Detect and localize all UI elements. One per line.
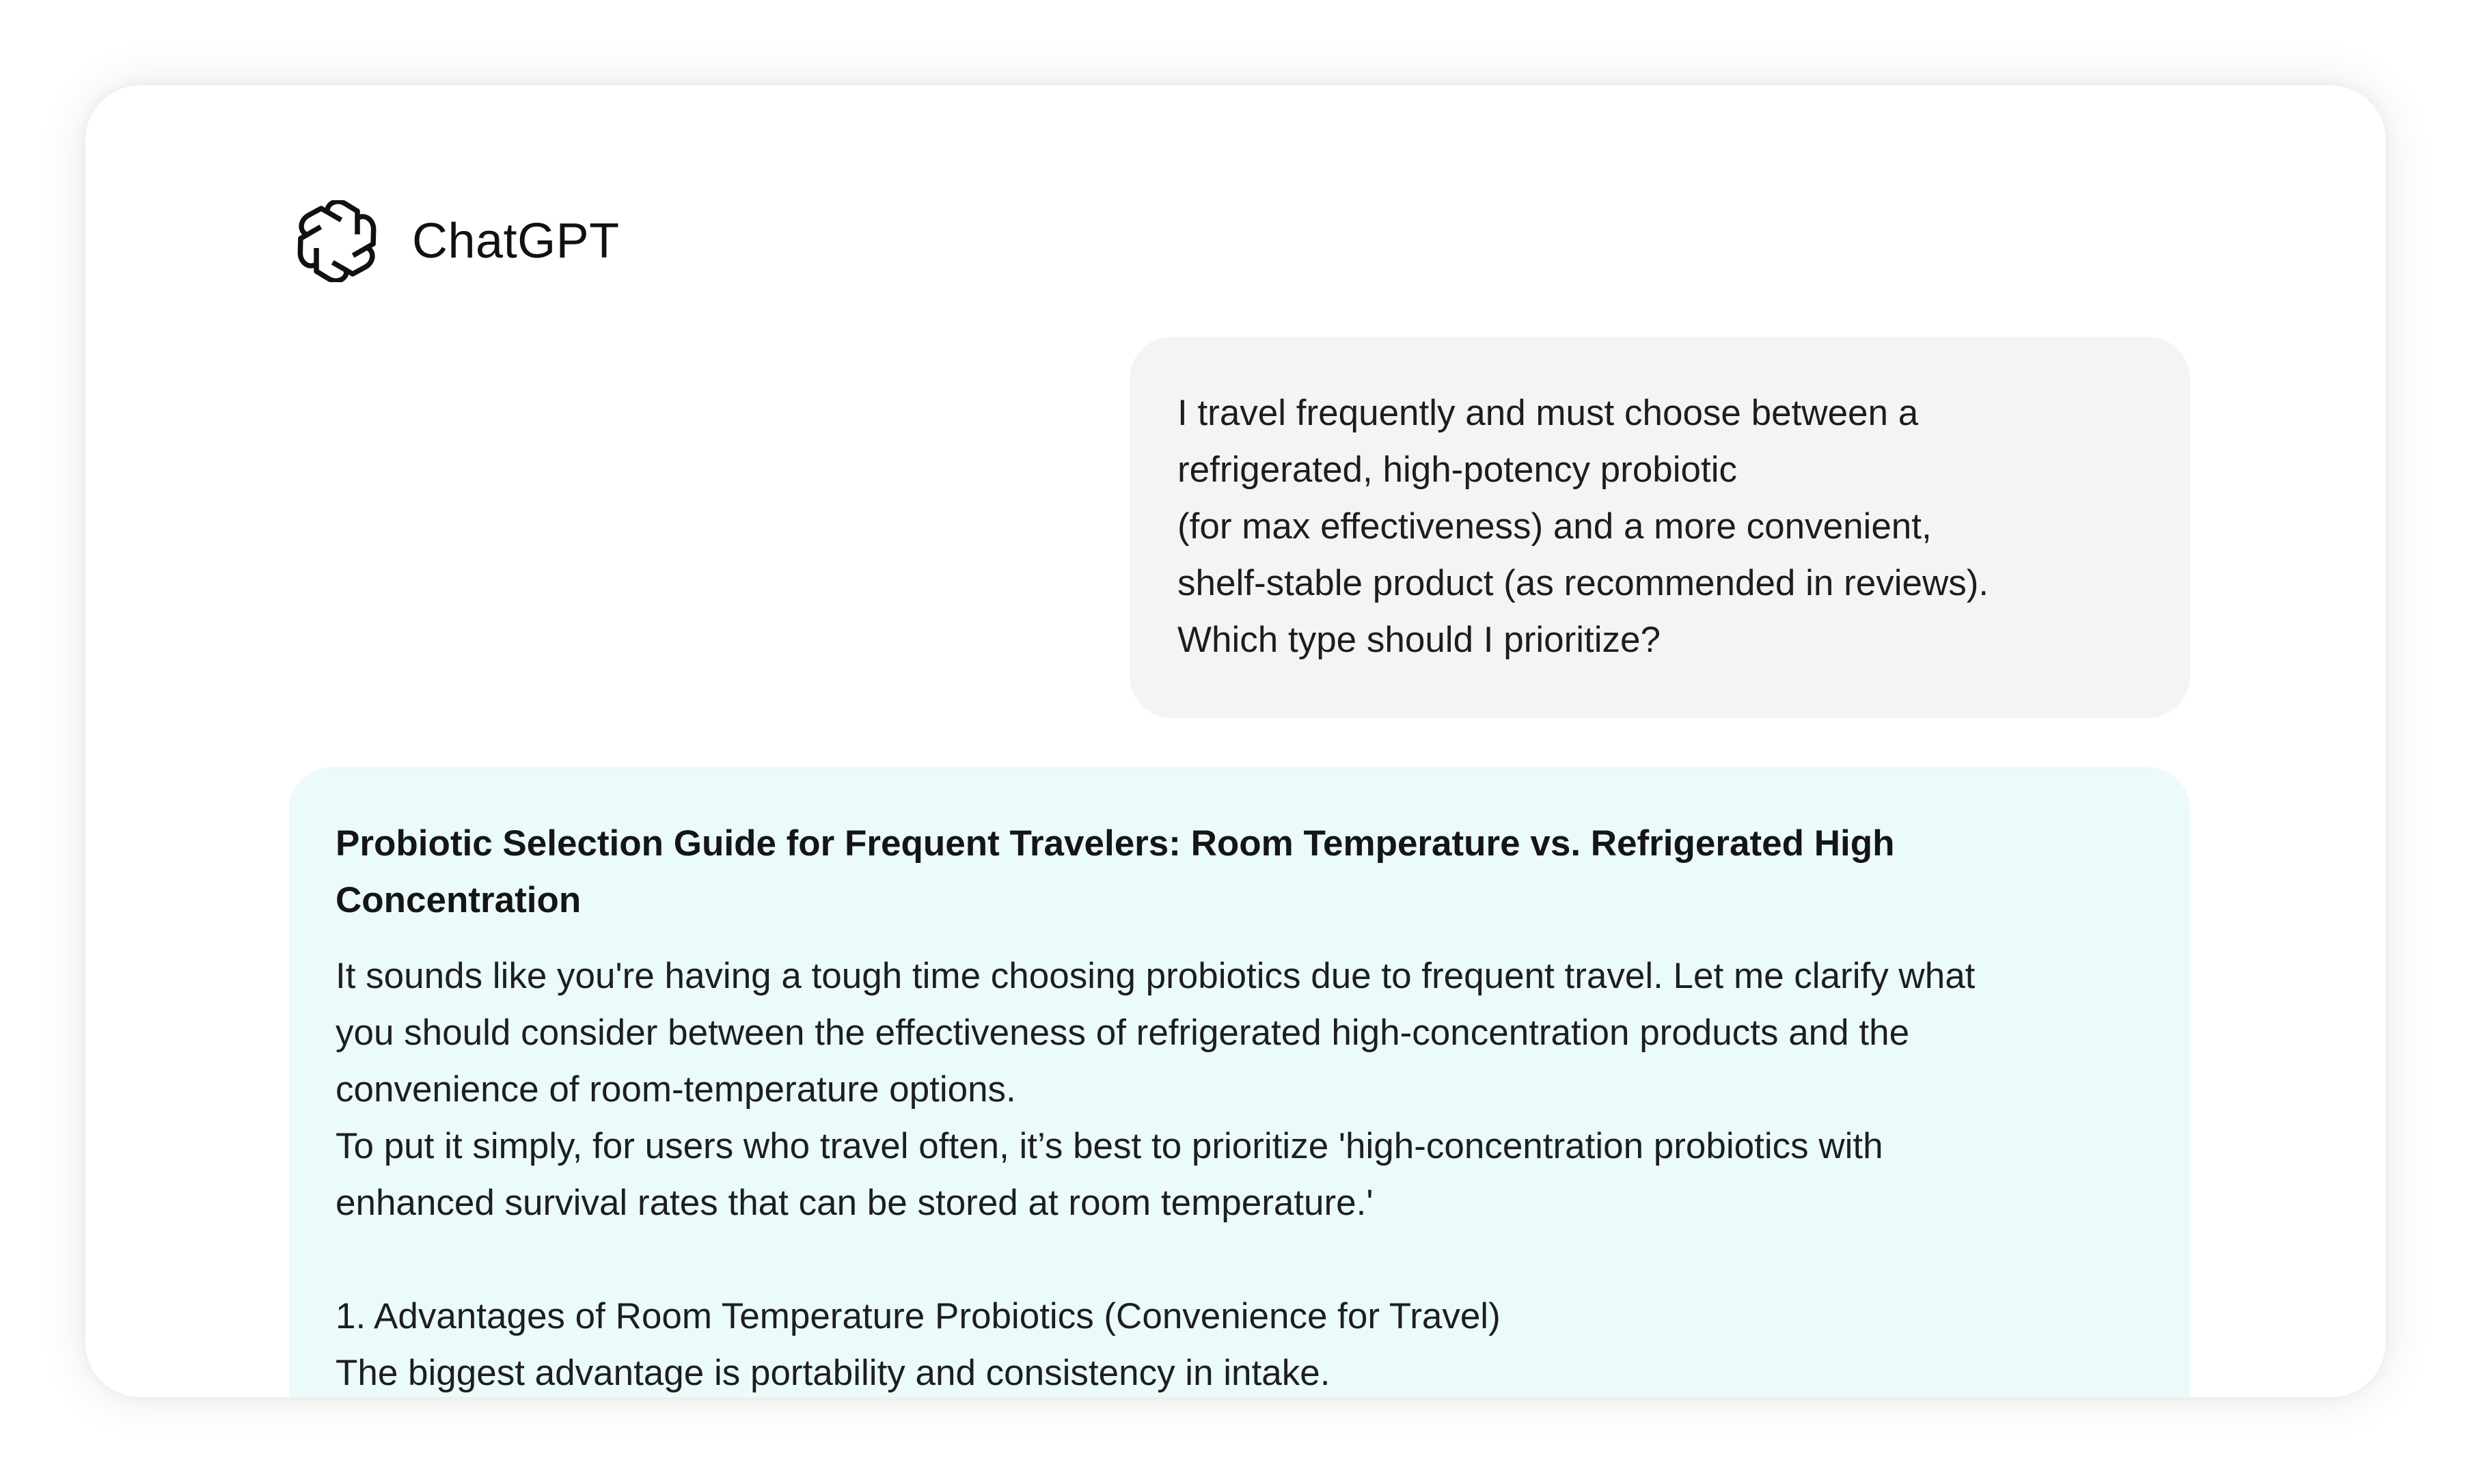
user-message-line: Which type should I prioritize? (1177, 620, 1661, 660)
answer-body (336, 948, 2144, 1397)
user-message-line: shelf-stable product (as recommended in reviews). (1177, 563, 1989, 603)
assistant-message-bubble (289, 767, 2190, 1397)
user-message-line: I travel frequently and must choose between a (1177, 393, 1919, 433)
app-header (296, 187, 620, 296)
answer-title-line: Probiotic Selection Guide for Frequent Travelers: Room Temperature vs. Refrigerated High (336, 823, 1895, 864)
answer-text-line: convenience of room-temperature options. (336, 1069, 1016, 1110)
answer-text-line: The biggest advantage is portability and consistency in intake. (336, 1353, 1330, 1393)
app-title: ChatGPT (412, 214, 620, 269)
user-message-bubble (1130, 337, 2190, 718)
chat-window (85, 85, 2386, 1397)
openai-logo-icon (296, 200, 378, 282)
answer-text-line: you should consider between the effectiveness of refrigerated high-concentration products and the (336, 1013, 1910, 1053)
answer-text-line: enhanced survival rates that can be stored at room temperature.' (336, 1183, 1374, 1223)
section-heading: 1. Advantages of Room Temperature Probiotics (Convenience for Travel) (336, 1296, 1501, 1336)
answer-title (336, 815, 2144, 929)
paragraph-spacer (336, 1231, 2144, 1288)
answer-title-line: Concentration (336, 880, 582, 920)
user-message-line: refrigerated, high-potency probiotic (1177, 450, 1738, 490)
user-message-line: (for max effectiveness) and a more convenient, (1177, 506, 1932, 547)
answer-text-line: It sounds like you're having a tough time choosing probiotics due to frequent travel. Let me clarify what (336, 956, 1976, 996)
answer-text-line: To put it simply, for users who travel often, it’s best to prioritize 'high-concentration probiotics with (336, 1126, 1883, 1166)
